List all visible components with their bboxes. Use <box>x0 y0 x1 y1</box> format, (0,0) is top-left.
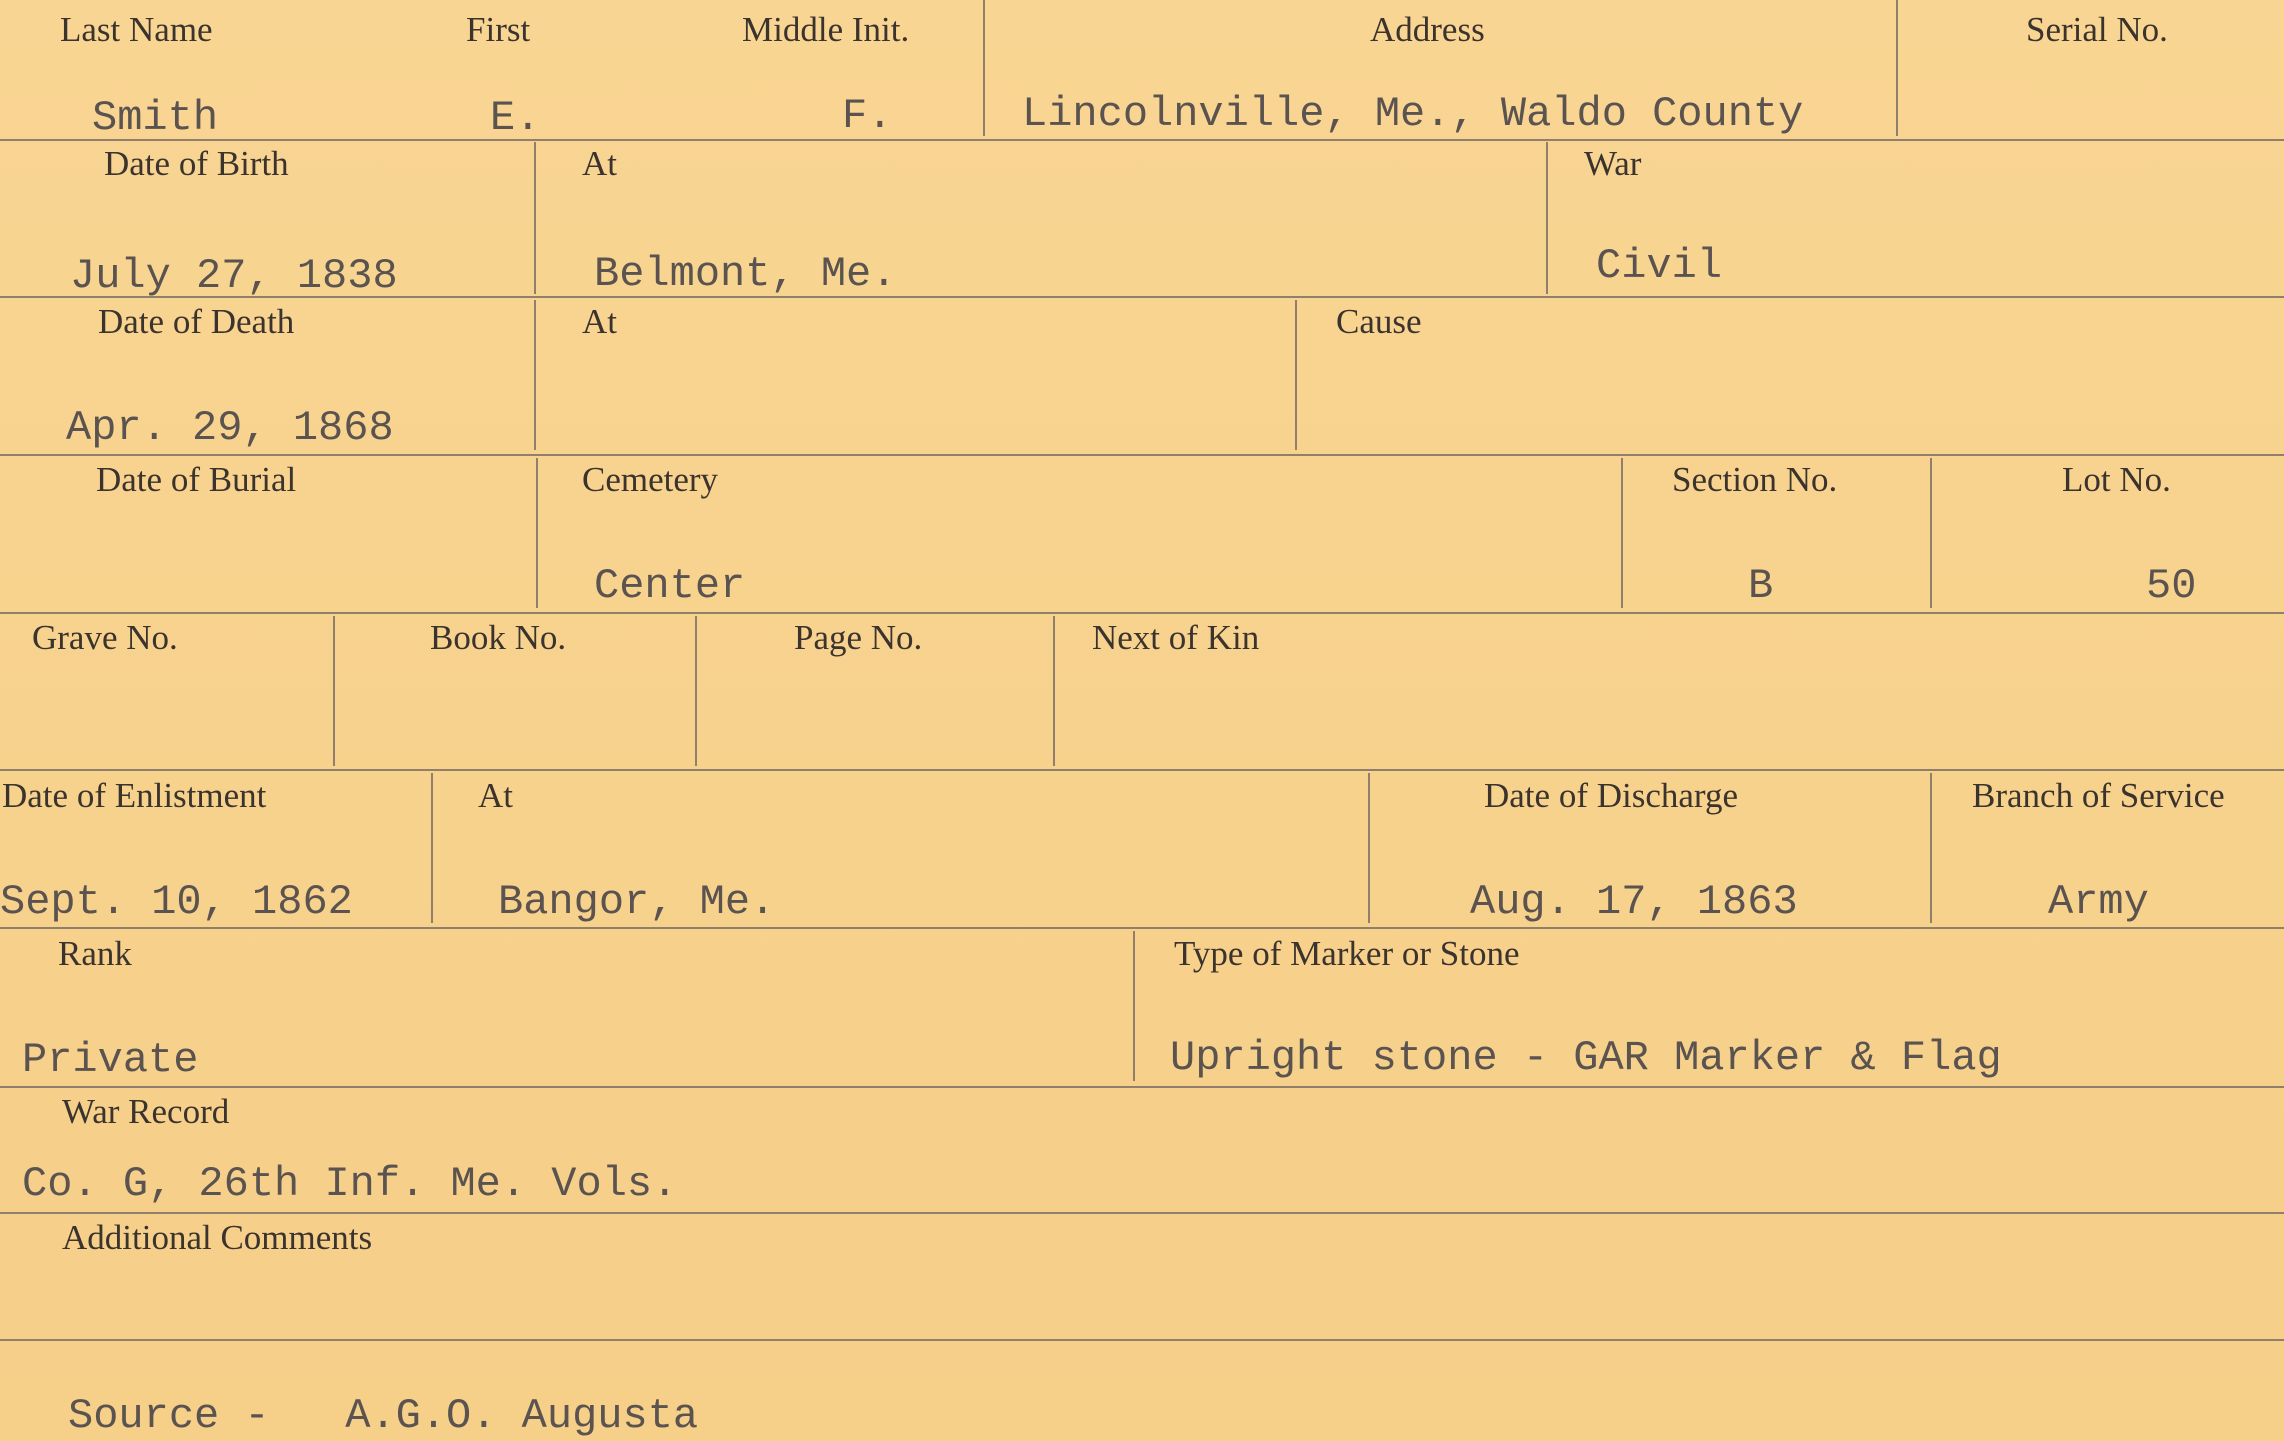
column-divider <box>1368 773 1370 923</box>
value-lot-no: 50 <box>2146 562 2197 610</box>
label-address: Address <box>1370 10 1485 49</box>
value-first: E. <box>490 94 541 142</box>
value-war-record: Co. G, 26th Inf. Me. Vols. <box>22 1160 678 1208</box>
column-divider <box>1896 0 1898 136</box>
value-address: Lincolnville, Me., Waldo County <box>1022 90 1804 138</box>
column-divider <box>695 616 697 766</box>
column-divider <box>1546 142 1548 294</box>
row-divider <box>0 1086 2284 1088</box>
label-date-of-enlistment: Date of Enlistment <box>2 776 267 815</box>
value-date-of-discharge: Aug. 17, 1863 <box>1470 878 1798 926</box>
column-divider <box>1621 458 1623 608</box>
value-birth-at: Belmont, Me. <box>594 250 897 298</box>
label-grave-no: Grave No. <box>32 618 178 657</box>
label-date-of-burial: Date of Burial <box>96 460 297 499</box>
label-cemetery: Cemetery <box>582 460 719 499</box>
label-type-of-marker: Type of Marker or Stone <box>1174 934 1520 973</box>
value-rank: Private <box>22 1036 199 1084</box>
label-additional-comments: Additional Comments <box>62 1218 373 1257</box>
value-cemetery: Center <box>594 562 746 610</box>
row-divider <box>0 927 2284 929</box>
label-page-no: Page No. <box>794 618 923 657</box>
value-last-name: Smith <box>92 94 219 142</box>
column-divider <box>1930 458 1932 608</box>
label-last-name: Last Name <box>60 10 213 49</box>
value-date-of-enlistment: Sept. 10, 1862 <box>0 878 353 926</box>
label-war-record: War Record <box>62 1092 230 1131</box>
row-divider <box>0 769 2284 771</box>
label-book-no: Book No. <box>430 618 567 657</box>
label-date-of-discharge: Date of Discharge <box>1484 776 1738 815</box>
label-first: First <box>466 10 531 49</box>
label-serial-no: Serial No. <box>2026 10 2168 49</box>
label-section-no: Section No. <box>1672 460 1838 499</box>
value-war: Civil <box>1596 242 1723 290</box>
row-divider <box>0 612 2284 614</box>
column-divider <box>534 142 536 294</box>
label-date-of-birth: Date of Birth <box>104 144 289 183</box>
value-enlist-at: Bangor, Me. <box>498 878 776 926</box>
label-lot-no: Lot No. <box>2062 460 2171 499</box>
column-divider <box>1930 773 1932 923</box>
label-death-at: At <box>582 302 617 341</box>
label-war: War <box>1584 144 1642 183</box>
column-divider <box>431 773 433 923</box>
column-divider <box>1133 931 1135 1081</box>
row-divider <box>0 139 2284 141</box>
label-birth-at: At <box>582 144 617 183</box>
column-divider <box>536 458 538 608</box>
column-divider <box>333 616 335 766</box>
row-divider <box>0 454 2284 456</box>
label-middle-init: Middle Init. <box>742 10 910 49</box>
column-divider <box>534 300 536 450</box>
label-next-of-kin: Next of Kin <box>1092 618 1260 657</box>
label-enlist-at: At <box>478 776 513 815</box>
value-type-of-marker: Upright stone - GAR Marker & Flag <box>1170 1034 2002 1082</box>
column-divider <box>1053 616 1055 766</box>
value-section-no: B <box>1748 562 1774 610</box>
value-middle-init: F. <box>842 92 893 140</box>
value-date-of-birth: July 27, 1838 <box>70 252 398 300</box>
label-date-of-death: Date of Death <box>98 302 295 341</box>
column-divider <box>983 0 985 136</box>
label-cause: Cause <box>1336 302 1422 341</box>
value-date-of-death: Apr. 29, 1868 <box>66 404 394 452</box>
row-divider <box>0 1212 2284 1214</box>
value-source: Source - A.G.O. Augusta <box>68 1392 699 1440</box>
column-divider <box>1295 300 1297 450</box>
row-divider <box>0 1339 2284 1341</box>
label-rank: Rank <box>58 934 132 973</box>
value-branch-of-service: Army <box>2048 878 2149 926</box>
label-branch-of-service: Branch of Service <box>1972 776 2225 815</box>
